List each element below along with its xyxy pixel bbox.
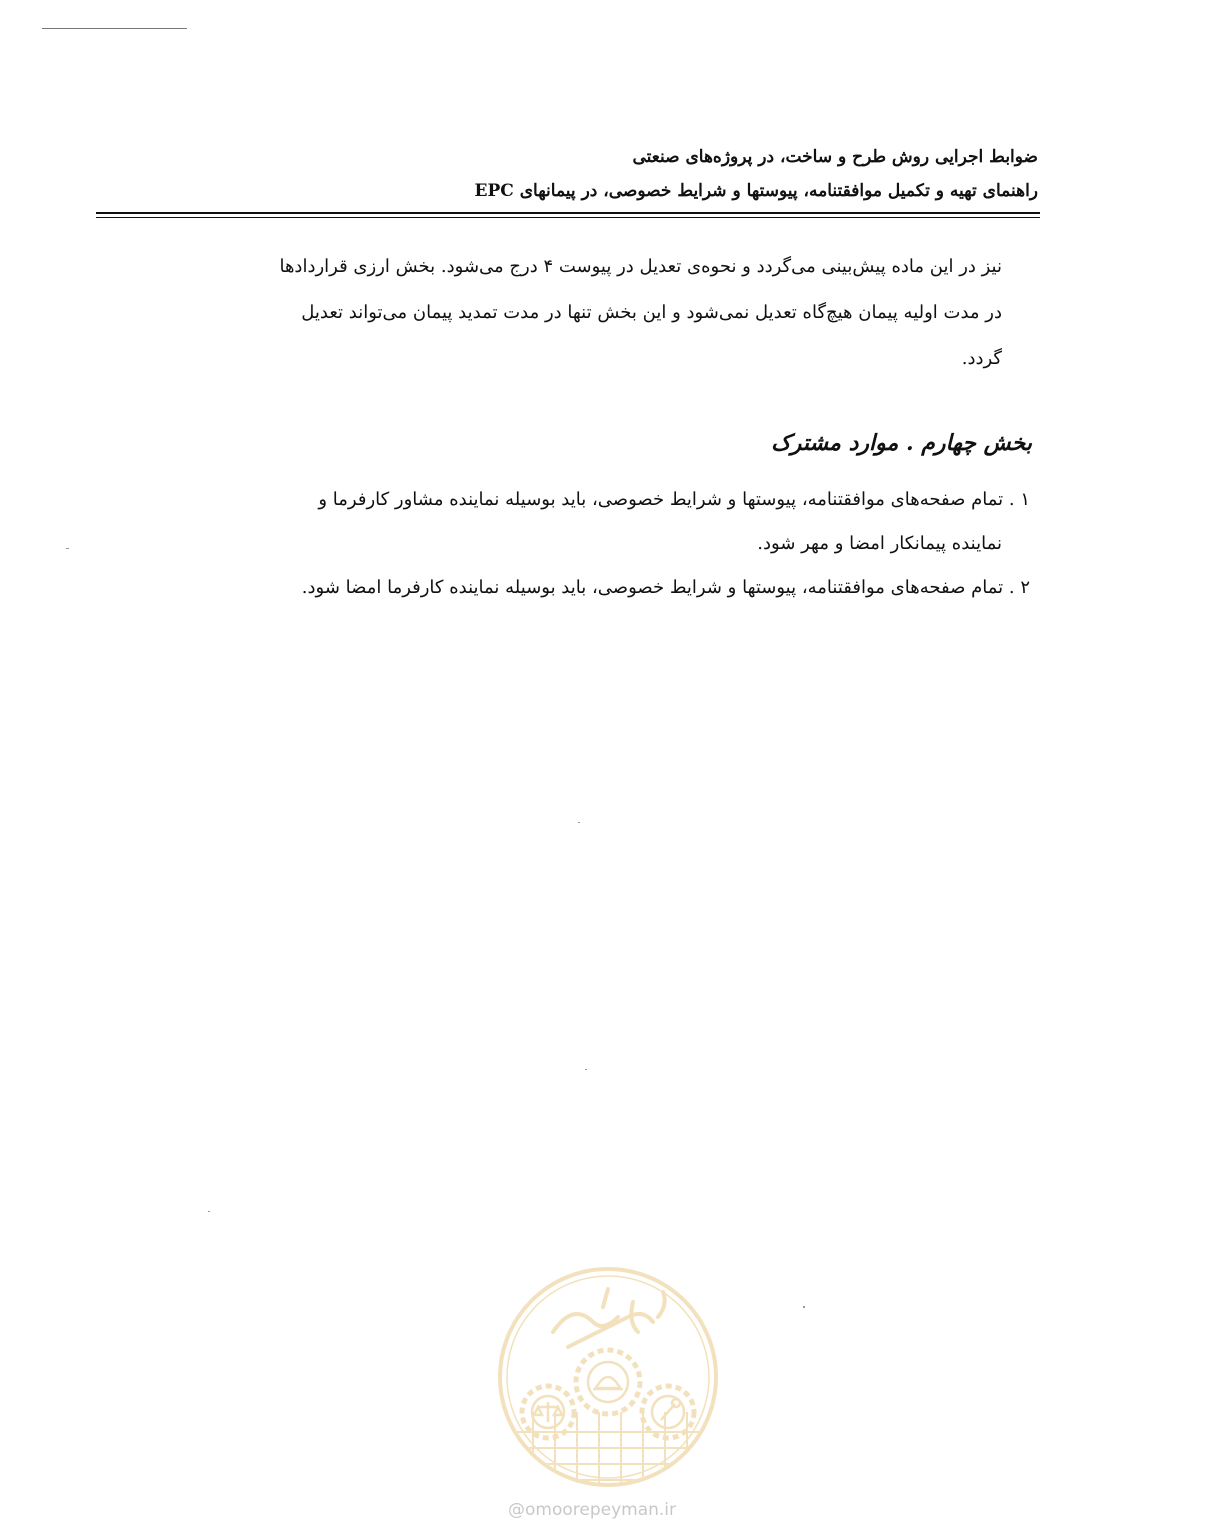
watermark-site: @omoorepeyman.ir: [508, 1500, 677, 1520]
section-items: [150, 478, 1030, 610]
header-rule-thin: [96, 217, 1040, 218]
body-paragraph: [150, 244, 1002, 382]
header-line-1: ضوابط اجرایی روش طرح و ساخت، در پروژه‌های صنعتی: [632, 147, 1038, 167]
watermark-stamp: [493, 1262, 723, 1492]
body-line-2: در مدت اولیه پیمان هیچ‌گاه تعدیل نمی‌شود و این بخش تنها در مدت تمدید پیمان می‌تواند تعدیل: [301, 302, 1002, 323]
running-header: [96, 140, 1038, 208]
scan-speck: [803, 1306, 805, 1308]
scan-artifact-line: [42, 28, 187, 29]
header-rule-thick: [96, 212, 1040, 214]
item-1-line-2: نماینده پیمانکار امضا و مهر شود.: [757, 533, 1002, 554]
scan-speck: [66, 548, 69, 549]
body-line-1: نیز در این ماده پیش‌بینی می‌گردد و نحوه‌ی تعدیل در پیوست ۴ درج می‌شود. بخش ارزی قراردادها: [279, 256, 1002, 277]
scan-speck: [208, 1211, 210, 1212]
scan-speck: [578, 822, 580, 823]
section-title: بخش چهارم . موارد مشترک: [771, 430, 1032, 456]
body-line-3: گردد.: [961, 348, 1002, 369]
item-2-line-1: ۲ . تمام صفحه‌های موافقتنامه، پیوستها و شرایط خصوصی، باید بوسیله نماینده کارفرما امضا شود.: [301, 577, 1030, 598]
header-line-2: راهنمای تهیه و تکمیل موافقتنامه، پیوستها و شرایط خصوصی، در پیمانهای EPC: [474, 181, 1038, 201]
scan-speck: [585, 1069, 587, 1070]
item-1-line-1: ۱ . تمام صفحه‌های موافقتنامه، پیوستها و شرایط خصوصی، باید بوسیله نماینده مشاور کارفرما و: [318, 489, 1030, 510]
